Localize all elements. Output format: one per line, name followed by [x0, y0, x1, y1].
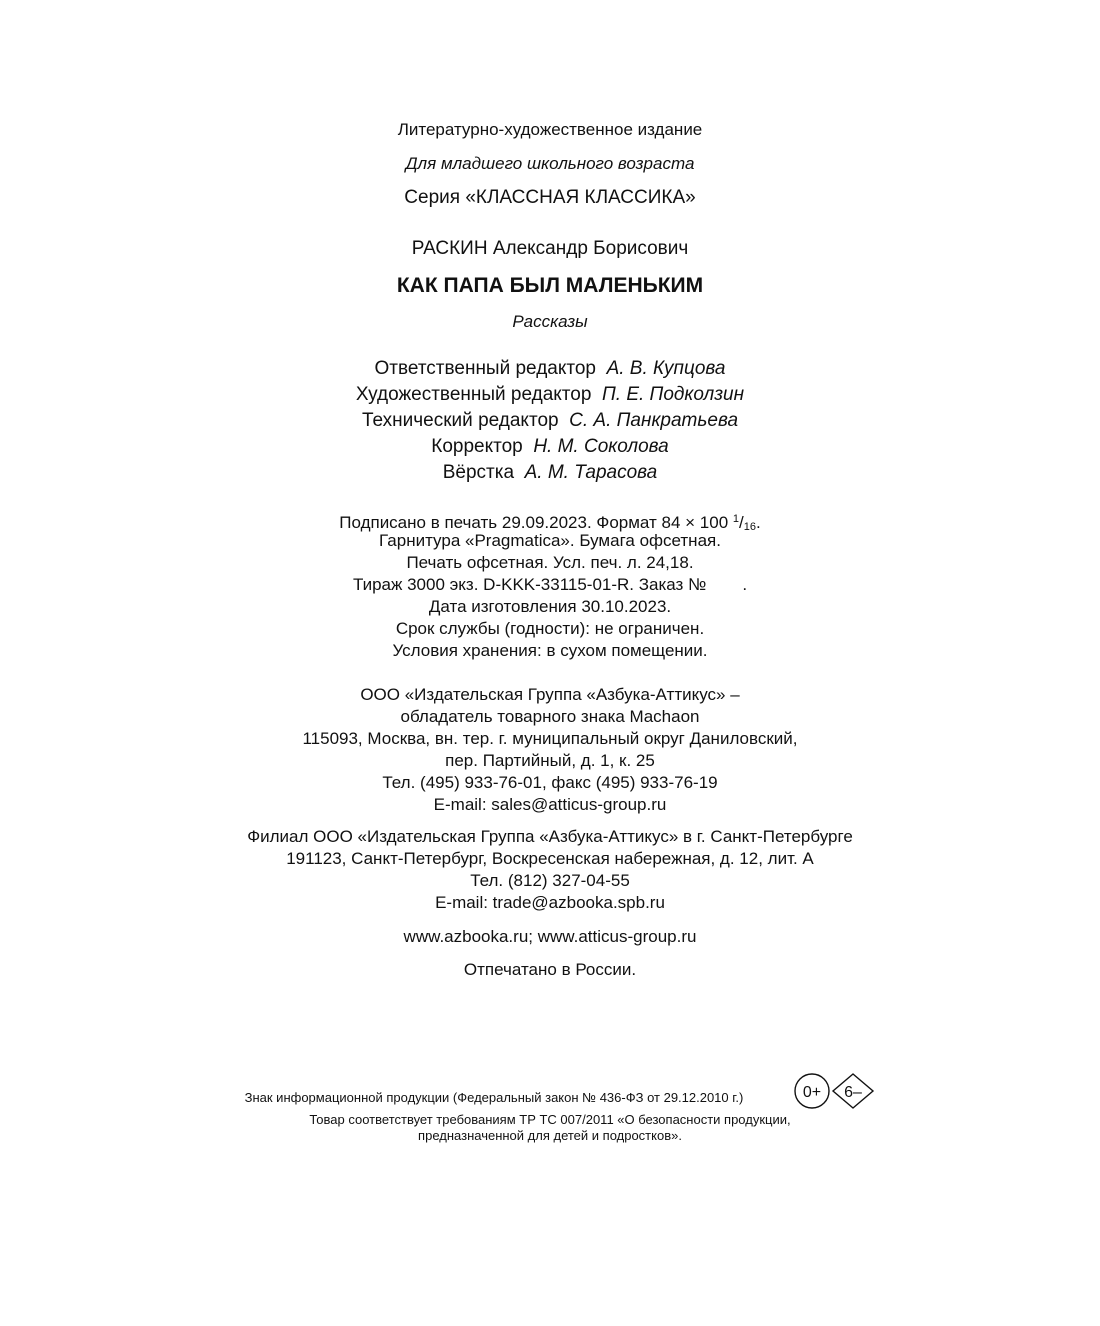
credit-name: А. М. Тарасова [524, 462, 658, 483]
credit-name: С. А. Панкратьева [569, 410, 739, 431]
branch-phone: Тел. (812) 327-04-55 [470, 871, 630, 890]
shelf-life: Срок службы (годности): не ограничен. [395, 619, 705, 638]
credit-role: Ответственный редактор [374, 358, 597, 379]
publisher-address-2: пер. Партийный, д. 1, к. 25 [445, 751, 655, 770]
compliance-line-2: предназначенной для детей и подростков». [418, 1128, 682, 1143]
branch-name: Филиал ООО «Издательская Группа «Азбука-Аттикус» в г. Санкт-Петербурге [247, 827, 853, 846]
print-run-text: Тираж 3000 экз. D-KKK-33115-01-R. Заказ № [352, 575, 707, 594]
publisher-trademark: обладатель товарного знака Machaon [400, 707, 700, 726]
series: Серия «КЛАССНАЯ КЛАССИКА» [404, 187, 696, 208]
age-mark-icon: 0+ [802, 1084, 822, 1101]
branch-email: E-mail: trade@azbooka.spb.ru [435, 893, 665, 912]
credit-line [0, 384, 1100, 406]
credit-line [0, 436, 1100, 458]
branch-address: 191123, Санкт-Петербург, Воскресенская набережная, д. 12, лит. А [286, 849, 814, 868]
credit-name: А. В. Купцова [606, 358, 726, 379]
websites: www.azbooka.ru; www.atticus-group.ru [403, 927, 697, 946]
printed-in: Отпечатано в России. [463, 960, 637, 979]
genre: Рассказы [512, 312, 588, 331]
print-signed-text: Подписано в печать 29.09.2023. Формат 84 × 100 [339, 513, 733, 532]
typeface-paper: Гарнитура «Pragmatica». Бумага офсетная. [379, 531, 721, 550]
author: РАСКИН Александр Борисович [411, 238, 689, 259]
credit-role: Корректор [431, 436, 523, 457]
print-run [0, 574, 1100, 596]
info-product-sign: Знак информационной продукции (Федеральный закон № 436-ФЗ от 29.12.2010 г.) [244, 1090, 744, 1105]
format-numerator: 1 [732, 513, 739, 525]
credit-role: Вёрстка [442, 462, 515, 483]
audience: Для младшего школьного возраста [405, 154, 695, 173]
credit-role: Технический редактор [361, 410, 559, 431]
credit-role: Художественный редактор [355, 384, 592, 405]
publisher-phone: Тел. (495) 933-76-01, факс (495) 933-76-19 [382, 773, 718, 792]
manufacture-date: Дата изготовления 30.10.2023. [428, 597, 672, 616]
book-title: КАК ПАПА БЫЛ МАЛЕНЬКИМ [396, 274, 704, 297]
age-rating-badges [793, 1071, 879, 1111]
publisher-address: 115093, Москва, вн. тер. г. муниципальный округ Даниловский, [302, 729, 798, 748]
edition-type: Литературно-художественное издание [397, 120, 703, 139]
credit-name: Н. М. Соколова [533, 436, 669, 457]
printing-sheets: Печать офсетная. Усл. печ. л. 24,18. [406, 553, 694, 572]
credit-line [0, 410, 1100, 432]
age-min-icon: 6– [844, 1084, 862, 1101]
print-signed: Подписано в печать 29.09.2023. Формат 84 × 100 $^1$/16. [339, 513, 761, 533]
credit-name: П. Е. Подколзин [602, 384, 745, 405]
credit-line [0, 358, 1100, 380]
format-denominator: 16 [743, 521, 756, 533]
print-signed-end: . [755, 513, 761, 532]
credit-line [0, 462, 1100, 484]
publisher-email: E-mail: sales@atticus-group.ru [433, 795, 667, 814]
print-run-end: . [742, 575, 748, 594]
publisher-name: ООО «Издательская Группа «Азбука-Аттикус» – [360, 685, 740, 704]
storage-conditions: Условия хранения: в сухом помещении. [392, 641, 708, 660]
compliance-line-1: Товар соответствует требованиям ТР ТС 007/2011 «О безопасности продукции, [309, 1112, 791, 1127]
